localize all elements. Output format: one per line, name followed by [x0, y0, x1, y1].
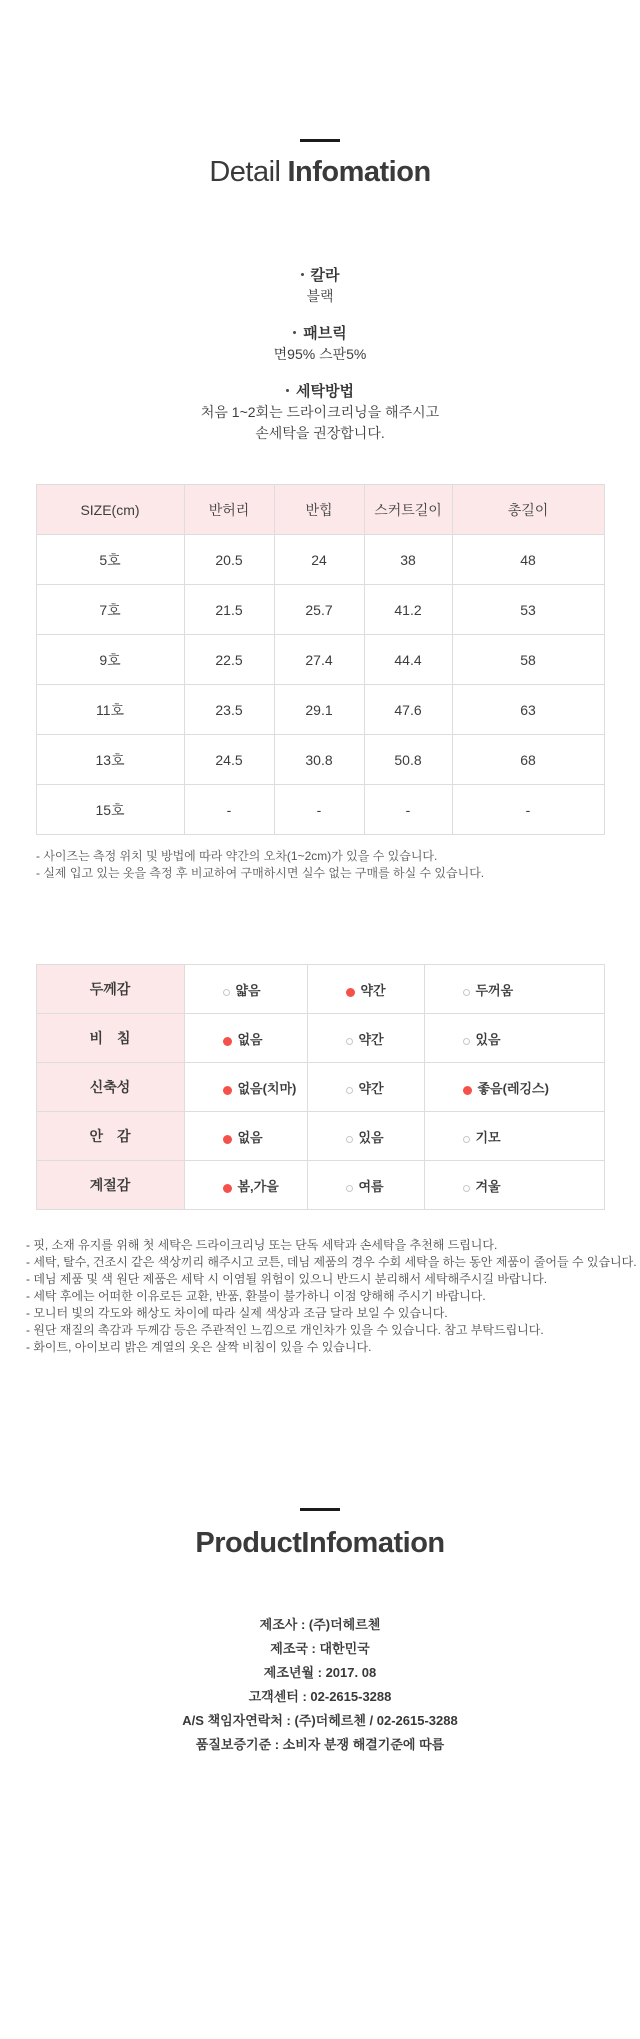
size-cell: 48 [452, 535, 604, 585]
size-notes [36, 848, 604, 882]
spec-item-wash [0, 382, 640, 444]
size-cell: 24.5 [184, 735, 274, 785]
size-cell: 41.2 [364, 585, 452, 635]
note-line: - 사이즈는 측정 위치 및 방법에 따라 약간의 오차(1~2cm)가 있을 수 있습니다. [36, 849, 438, 863]
option-cell [184, 1161, 307, 1210]
attribute-label: 비 침 [36, 1014, 184, 1063]
spec-item-color [0, 266, 640, 307]
option-cell [307, 1161, 424, 1210]
spec-label-text: 칼라 [310, 267, 340, 284]
size-cell: 47.6 [364, 685, 452, 735]
attribute-label: 두께감 [36, 965, 184, 1014]
radio-dot-icon [223, 1135, 232, 1144]
option-cell [184, 1014, 307, 1063]
attribute-row-lining [36, 1112, 604, 1161]
size-header-cell: SIZE(cm) [36, 485, 184, 535]
product-info-title: ProductInfomation [195, 1527, 445, 1559]
option-cell [307, 1014, 424, 1063]
size-cell: 25.7 [274, 585, 364, 635]
size-table-row [36, 685, 604, 735]
option-label: 약간 [360, 982, 386, 998]
product-info-line: 품질보증기준 : 소비자 분쟁 해결기준에 따름 [195, 1737, 445, 1752]
note-line: - 원단 재질의 촉감과 두께감 등은 주관적인 느낌으로 개인차가 있을 수 있습니다. 참고 부탁드립니다. [26, 1323, 544, 1337]
size-cell: 38 [364, 535, 452, 585]
size-table-row [36, 785, 604, 835]
product-info-line: 제조년월 : 2017. 08 [263, 1665, 377, 1680]
size-table [36, 484, 605, 835]
radio-dot-icon [223, 1037, 232, 1046]
page-title-light: Detail [209, 156, 281, 188]
radio-dot-icon [463, 989, 470, 996]
size-header-cell: 반힙 [274, 485, 364, 535]
size-table-header-row [36, 485, 604, 535]
option-cell [424, 1063, 604, 1112]
spec-label [0, 266, 640, 286]
product-info-line: 제조국 : 대한민국 [270, 1641, 370, 1656]
size-cell: - [452, 785, 604, 835]
note-line: - 세탁, 탈수, 건조시 같은 색상끼리 해주시고 코튼, 데님 제품의 경우 수회 세탁을 하는 동안 제품이 줄어들 수 있습니다. [26, 1255, 637, 1269]
size-cell: 5호 [36, 535, 184, 585]
option-label: 봄,가을 [237, 1178, 279, 1194]
option-cell [424, 1161, 604, 1210]
spec-list [0, 266, 640, 444]
page-title-bold: Infomation [287, 156, 431, 188]
option-cell [184, 965, 307, 1014]
option-cell [424, 1014, 604, 1063]
product-info-line: A/S 책임자연락처 : (주)더헤르첸 / 02-2615-3288 [182, 1713, 458, 1728]
attribute-label: 안 감 [36, 1112, 184, 1161]
option-cell [424, 1112, 604, 1161]
option-cell [184, 1063, 307, 1112]
spec-item-fabric [0, 324, 640, 365]
note-line: - 데님 제품 및 색 원단 제품은 세탁 시 이염될 위험이 있으니 반드시 분리해서 세탁해주시길 바랍니다. [26, 1272, 548, 1286]
spec-value: 면95% 스판5% [273, 346, 367, 362]
option-label: 얇음 [235, 982, 261, 998]
option-cell [184, 1112, 307, 1161]
size-cell: 50.8 [364, 735, 452, 785]
size-cell: 15호 [36, 785, 184, 835]
attribute-table [36, 964, 605, 1210]
note-line: - 모니터 빛의 각도와 해상도 차이에 따라 실제 색상과 조금 달라 보일 수 있습니다. [26, 1306, 448, 1320]
size-cell: 21.5 [184, 585, 274, 635]
option-label: 약간 [358, 1031, 384, 1047]
radio-dot-icon [346, 988, 355, 997]
option-label: 기모 [475, 1129, 501, 1145]
spec-label-text: 세탁방법 [296, 383, 354, 400]
option-label: 없음 [237, 1129, 263, 1145]
attribute-row-season [36, 1161, 604, 1210]
spec-label [0, 324, 640, 344]
radio-dot-icon [463, 1136, 470, 1143]
size-cell: 11호 [36, 685, 184, 735]
size-table-row [36, 735, 604, 785]
size-cell: 29.1 [274, 685, 364, 735]
bullet-icon [293, 331, 296, 334]
size-cell: - [184, 785, 274, 835]
size-header-cell: 반허리 [184, 485, 274, 535]
size-cell: 30.8 [274, 735, 364, 785]
note-line: - 화이트, 아이보리 밝은 계열의 옷은 살짝 비침이 있을 수 있습니다. [26, 1340, 372, 1354]
option-label: 여름 [358, 1178, 384, 1194]
size-cell: 7호 [36, 585, 184, 635]
size-cell: 23.5 [184, 685, 274, 735]
option-label: 없음 [237, 1031, 263, 1047]
bullet-icon [286, 389, 289, 392]
size-cell: 27.4 [274, 635, 364, 685]
option-label: 있음 [475, 1031, 501, 1047]
size-header-cell: 스커트길이 [364, 485, 452, 535]
care-notes [24, 1237, 637, 1356]
size-cell: 44.4 [364, 635, 452, 685]
product-info-list [0, 1613, 640, 1757]
bullet-icon [301, 273, 304, 276]
note-line: - 핏, 소재 유지를 위해 첫 세탁은 드라이크리닝 또는 단독 세탁과 손세탁을 추천해 드립니다. [26, 1238, 498, 1252]
option-label: 두꺼움 [475, 982, 514, 998]
radio-dot-icon [223, 1086, 232, 1095]
size-cell: 63 [452, 685, 604, 735]
option-label: 없음(치마) [237, 1080, 297, 1096]
attribute-row-thickness [36, 965, 604, 1014]
radio-dot-icon [346, 1087, 353, 1094]
size-header-cell: 총길이 [452, 485, 604, 535]
product-info-line: 제조사 : (주)더헤르첸 [259, 1617, 381, 1632]
section-divider [300, 1508, 340, 1511]
page-title [0, 154, 640, 190]
radio-dot-icon [346, 1038, 353, 1045]
size-cell: 20.5 [184, 535, 274, 585]
option-label: 있음 [358, 1129, 384, 1145]
size-table-row [36, 535, 604, 585]
option-cell [307, 965, 424, 1014]
section-divider [300, 139, 340, 142]
radio-dot-icon [223, 989, 230, 996]
size-cell: 9호 [36, 635, 184, 685]
attribute-label: 계절감 [36, 1161, 184, 1210]
radio-dot-icon [223, 1184, 232, 1193]
note-line: - 실제 입고 있는 옷을 측정 후 비교하여 구매하시면 실수 없는 구매를 하실 수 있습니다. [36, 866, 485, 880]
note-line: - 세탁 후에는 어떠한 이유로든 교환, 반품, 환불이 불가하니 이점 양해해 주시기 바랍니다. [26, 1289, 486, 1303]
option-label: 좋음(레깅스) [477, 1080, 549, 1096]
option-cell [307, 1112, 424, 1161]
spec-value: 블랙 [306, 288, 334, 304]
attribute-row-sheerness [36, 1014, 604, 1063]
attribute-label: 신축성 [36, 1063, 184, 1112]
spec-label [0, 382, 640, 402]
spec-value: 처음 1~2회는 드라이크리닝을 해주시고 [200, 404, 440, 420]
attribute-row-stretch [36, 1063, 604, 1112]
spec-value: 손세탁을 권장합니다. [255, 425, 385, 441]
option-label: 겨울 [475, 1178, 501, 1194]
size-table-row [36, 585, 604, 635]
size-cell: 58 [452, 635, 604, 685]
spec-label-text: 패브릭 [303, 325, 347, 342]
size-cell: - [364, 785, 452, 835]
radio-dot-icon [346, 1185, 353, 1192]
size-table-row [36, 635, 604, 685]
radio-dot-icon [463, 1185, 470, 1192]
option-label: 약간 [358, 1080, 384, 1096]
size-cell: 68 [452, 735, 604, 785]
size-cell: 13호 [36, 735, 184, 785]
size-cell: 53 [452, 585, 604, 635]
product-info-line: 고객센터 : 02-2615-3288 [248, 1689, 392, 1704]
radio-dot-icon [463, 1086, 472, 1095]
radio-dot-icon [463, 1038, 470, 1045]
size-cell: 22.5 [184, 635, 274, 685]
option-cell [424, 965, 604, 1014]
size-cell: 24 [274, 535, 364, 585]
radio-dot-icon [346, 1136, 353, 1143]
size-cell: - [274, 785, 364, 835]
option-cell [307, 1063, 424, 1112]
